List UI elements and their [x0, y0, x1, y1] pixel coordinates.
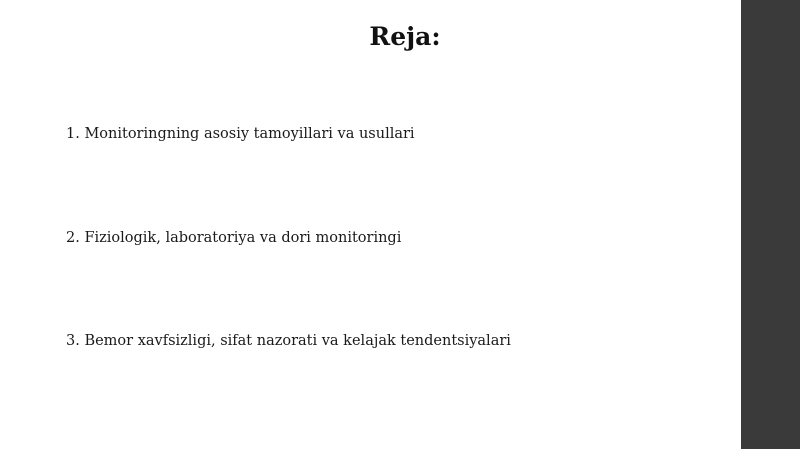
plan-item-2: 2. Fiziologik, laboratoriya va dori monitoringi — [66, 230, 402, 246]
plan-item-3: 3. Bemor xavfsizligi, sifat nazorati va kelajak tendentsiyalari — [66, 333, 511, 349]
side-panel — [741, 0, 800, 449]
slide-title: Reja: — [369, 22, 441, 51]
plan-item-1: 1. Monitoringning asosiy tamoyillari va usullari — [66, 126, 415, 142]
